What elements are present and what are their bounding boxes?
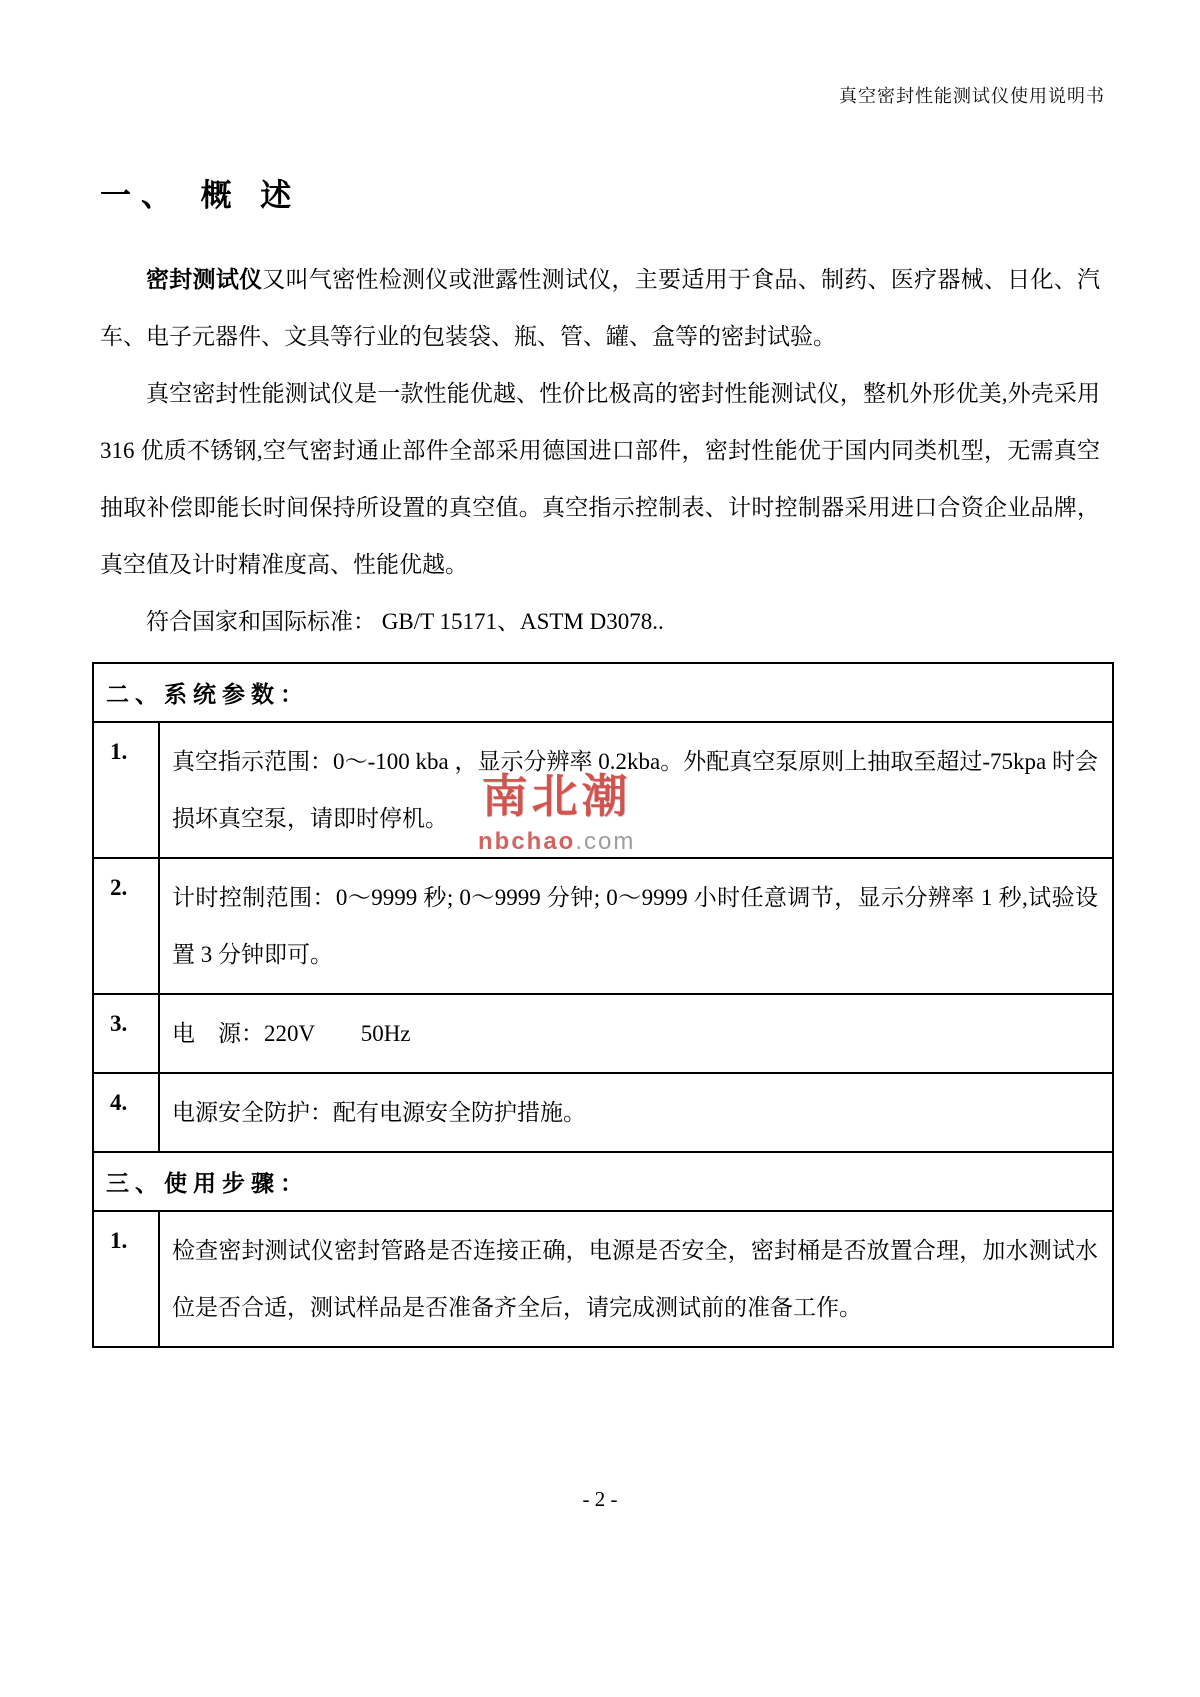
param-row-text: 电 源：220V 50Hz (159, 994, 1113, 1073)
standards-line: 符合国家和国际标准： GB/T 15171、ASTM D3078.. (146, 609, 664, 634)
table-row (93, 858, 1113, 994)
step-row-number: 1. (93, 1211, 159, 1347)
table-row (93, 722, 1113, 858)
overview-paragraph-1 (100, 251, 1100, 365)
step-row-text: 检查密封测试仪密封管路是否连接正确，电源是否安全，密封桶是否放置合理，加水测试水位是否合适，测试样品是否准备齐全后，请完成测试前的准备工作。 (159, 1211, 1113, 1347)
spec-and-steps-table (92, 662, 1114, 1348)
param-row-number: 1. (93, 722, 159, 858)
param-row-number: 3. (93, 994, 159, 1073)
section-heading-steps: 三、使用步骤： (93, 1152, 1113, 1211)
table-row (93, 1211, 1113, 1347)
watermark-brand-text: 南北潮 (481, 770, 632, 822)
param-row-number: 4. (93, 1073, 159, 1152)
table-row (93, 1152, 1113, 1211)
section-heading-overview: 一、 概 述 (100, 178, 302, 213)
page-number: - 2 - (582, 1487, 618, 1511)
watermark-domain-name: nbchao (478, 828, 576, 855)
section-heading-parameters: 二、系统参数： (93, 663, 1113, 722)
document-header-title: 真空密封性能测试仪使用说明书 (839, 86, 1105, 106)
document-content (92, 170, 1114, 1348)
overview-paragraph-2: 真空密封性能测试仪是一款性能优越、性价比极高的密封性能测试仪，整机外形优美,外壳采用 316 优质不锈钢,空气密封通止部件全部采用德国进口部件，密封性能优于国内同类机型，无需真空抽取补偿即能长时间保持所设置的真空值。真空指示控制表、计时控制器采用进口合资企业品牌，真空值及计时精准度高、性能优越。 (100, 381, 1100, 577)
overview-paragraph-1-lead: 密封测试仪 (146, 267, 263, 292)
overview-paragraph-1-rest: 又叫气密性检测仪或泄露性测试仪，主要适用于食品、制药、医疗器械、日化、汽车、电子元器件、文具等行业的包装袋、瓶、管、罐、盒等的密封试验。 (100, 267, 1100, 349)
table-row (93, 994, 1113, 1073)
table-row (93, 1073, 1113, 1152)
table-row (93, 663, 1113, 722)
watermark-domain-tld: .com (575, 828, 636, 855)
param-row-text: 电源安全防护：配有电源安全防护措施。 (159, 1073, 1113, 1152)
param-row-number: 2. (93, 858, 159, 994)
param-row-text: 计时控制范围：0～9999 秒; 0～9999 分钟; 0～9999 小时任意调节，显示分辨率 1 秒,试验设置 3 分钟即可。 (159, 858, 1113, 994)
param-row-text: 真空指示范围：0～-100 kba ，显示分辨率 0.2kba。外配真空泵原则上抽取至超过-75kpa 时会损坏真空泵，请即时停机。 (159, 722, 1113, 858)
